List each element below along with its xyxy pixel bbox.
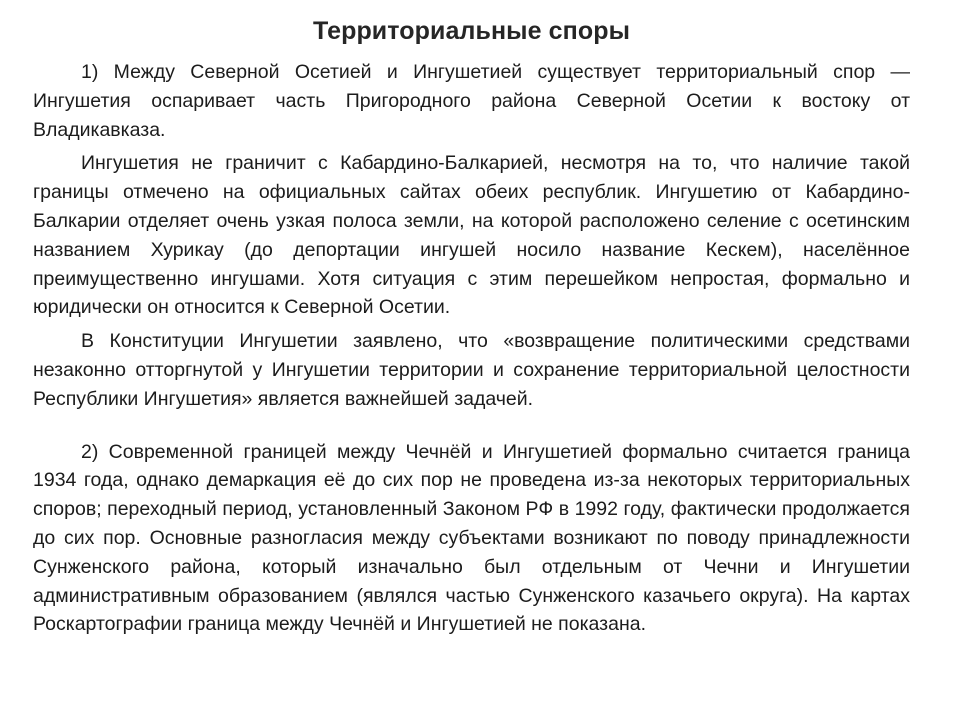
paragraph-ossetia-ingushetia-dispute: 1) Между Северной Осетией и Ингушетией существует территориальный спор — Ингушетия оспаривает часть Пригородного района Северной Осетии к востоку от Владикавказа. bbox=[33, 61, 910, 141]
slide-body bbox=[33, 58, 910, 639]
paragraph-constitution: В Конституции Ингушетии заявлено, что «возвращение политическими средствами незаконно отторгнутой у Ингушетии территории и сохранение территориальной целостности Республики Ингушетия» является важнейшей задачей. bbox=[33, 330, 910, 410]
slide-title: Территориальные споры bbox=[312, 17, 631, 45]
paragraph-kabardino-balkaria-border: Ингушетия не граничит с Кабардино-Балкарией, несмотря на то, что наличие такой границы отмечено на официальных сайтах обеих республик. Ингушетию от Кабардино-Балкарии отделяет очень узкая полоса земли, на которой расположено селение с осетинским названием Хурикау (до депортации ингушей носило название Кескем), населённое преимущественно ингушами. Хотя ситуация с этим перешейком непростая, формально и юридически он относится к Северной Осетии. bbox=[33, 152, 910, 319]
paragraph-chechnya-ingushetia-border: 2) Современной границей между Чечнёй и Ингушетией формально считается граница 1934 года, однако демаркация её до сих пор не проведена из-за некоторых территориальных споров; переходный период, установленный Законом РФ в 1992 году, фактически продолжается до сих пор. Основные разногласия между субъектами возникают по поводу принадлежности Сунженского района, который изначально был отдельным от Чечни и Ингушетии административным образованием (являлся частью Сунженского казачьего округа). На картах Роскартографии граница между Чечнёй и Ингушетией не показана. bbox=[33, 440, 910, 636]
